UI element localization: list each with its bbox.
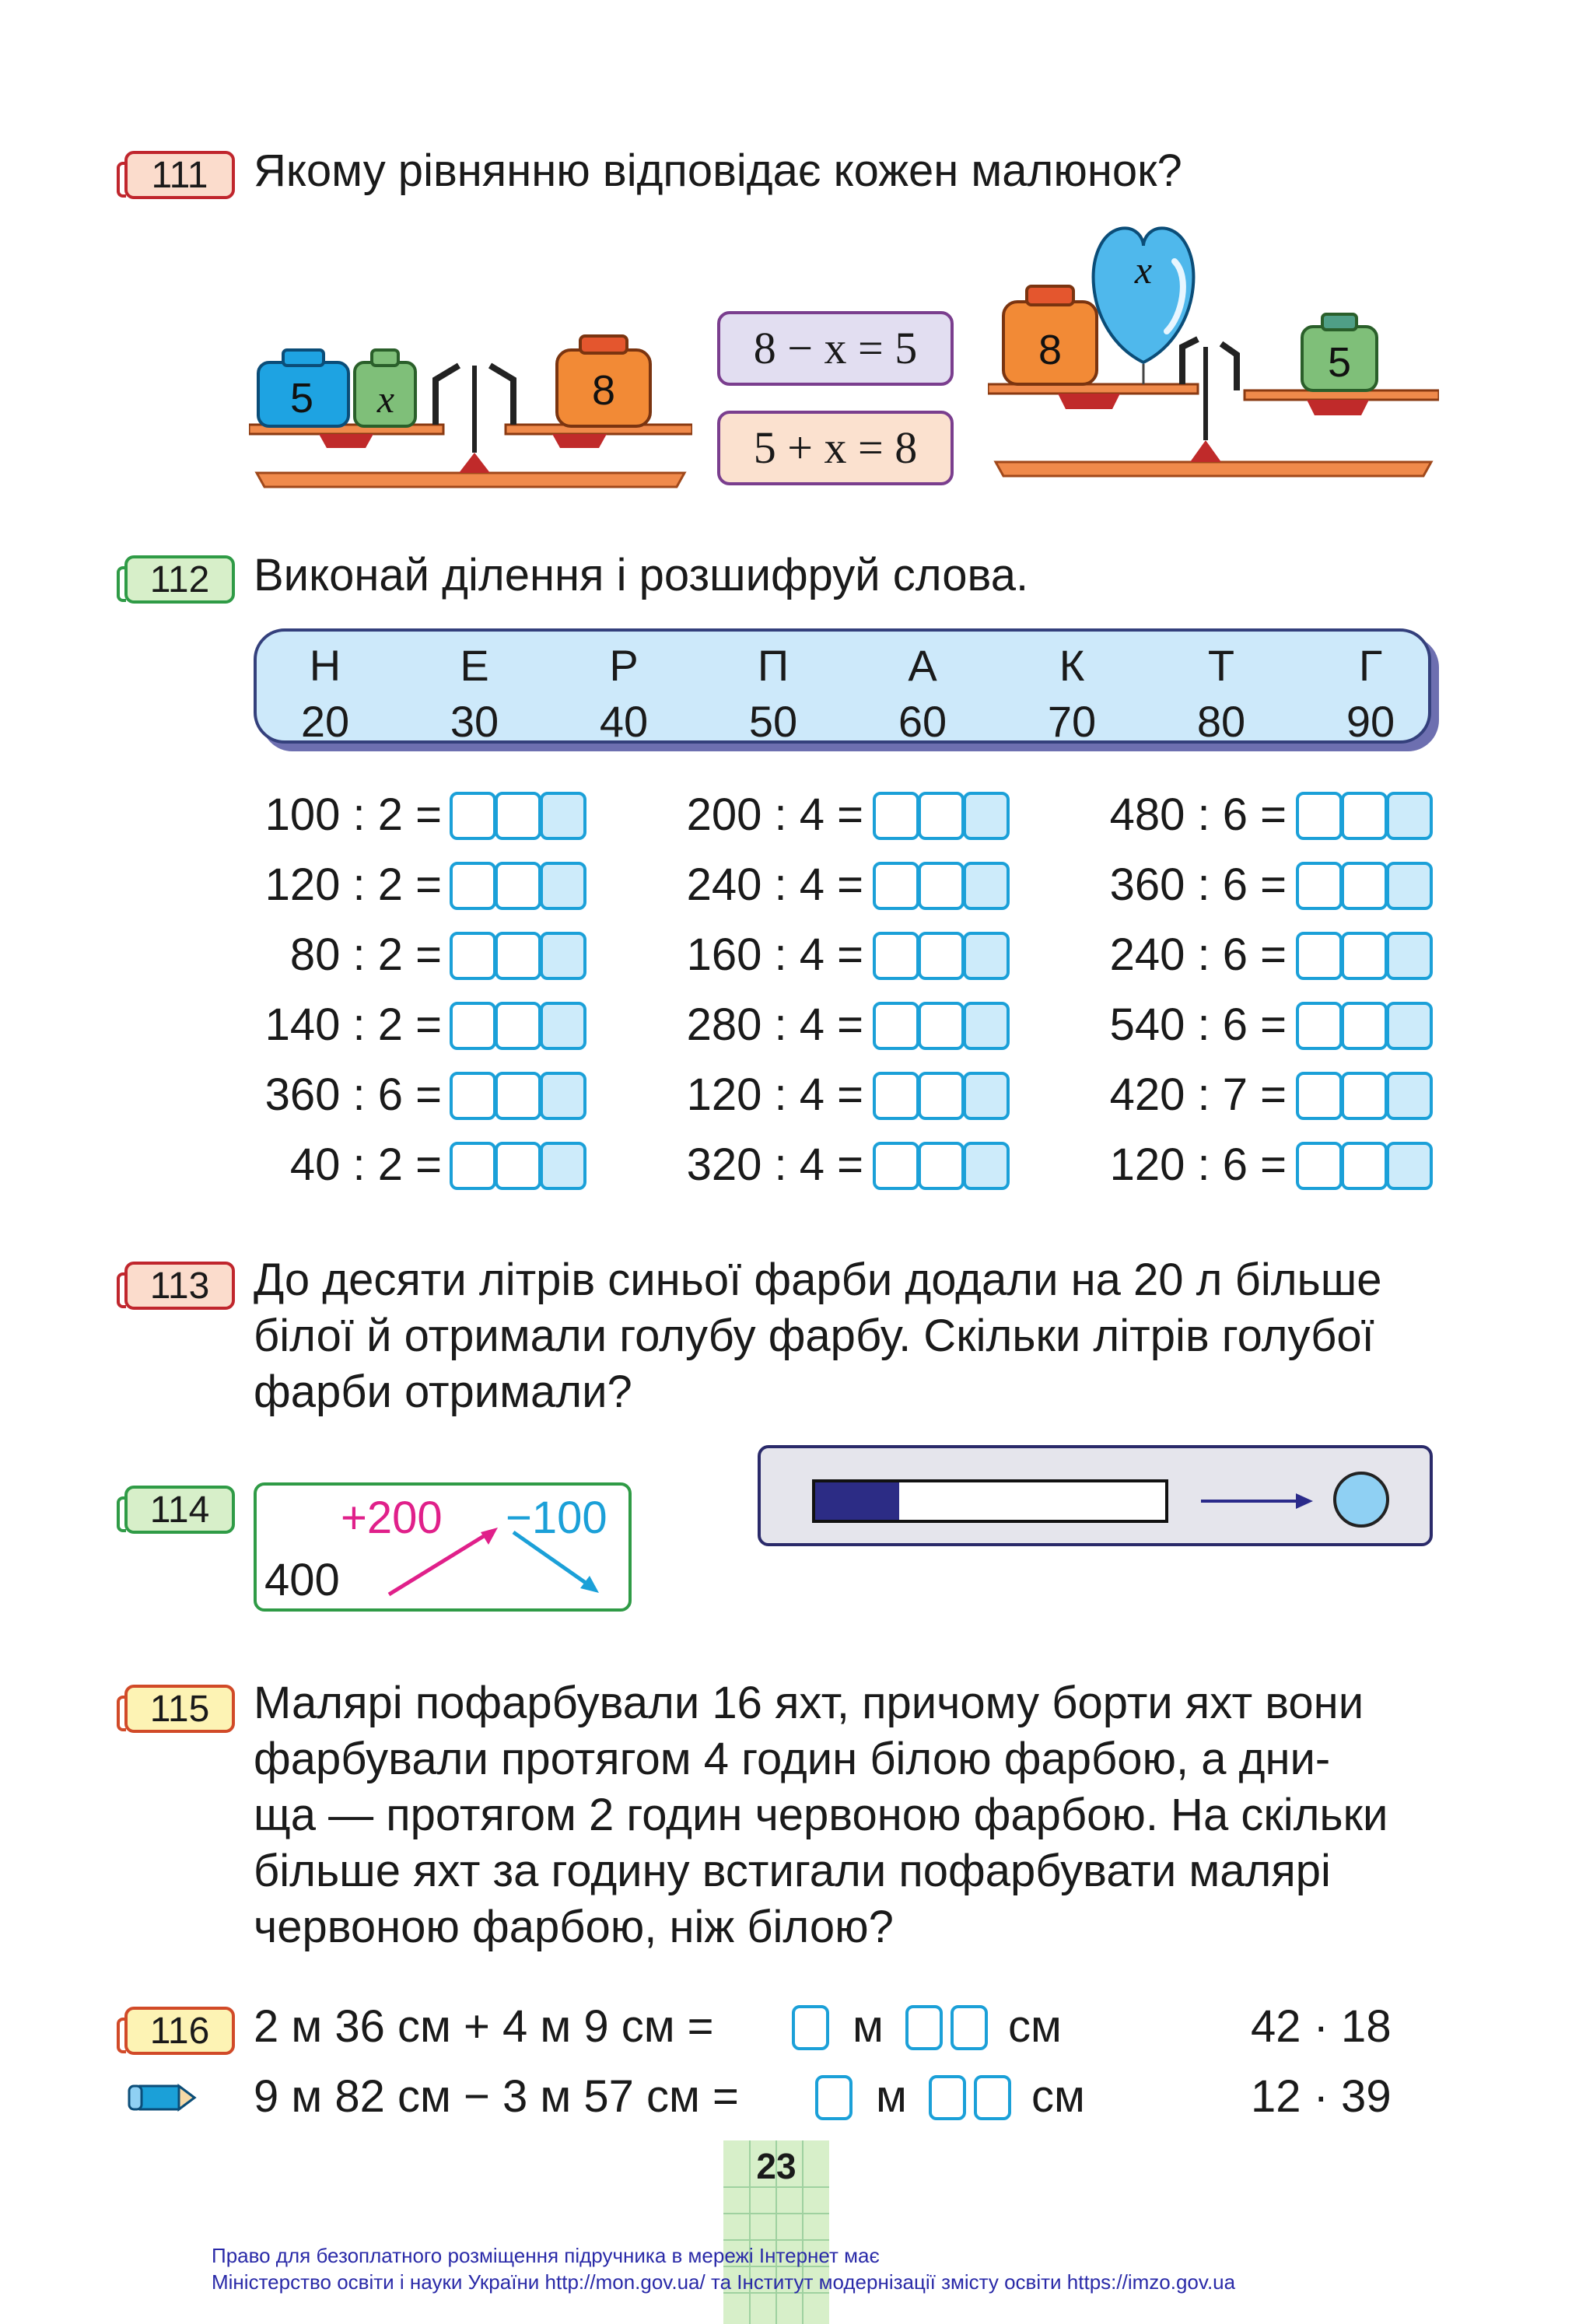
paint-bar bbox=[812, 1479, 1168, 1523]
unit-m: м bbox=[876, 2071, 907, 2122]
division-expression: 480 : 6 = bbox=[1109, 789, 1287, 840]
equation-box[interactable] bbox=[717, 311, 954, 386]
cipher-value: 30 bbox=[450, 697, 499, 746]
answer-cell[interactable] bbox=[963, 1002, 1010, 1050]
division-expression: 40 : 2 = bbox=[289, 1139, 442, 1190]
answer-cells bbox=[1296, 792, 1434, 840]
answer-cell[interactable] bbox=[918, 1002, 965, 1050]
chain-arrows-icon bbox=[381, 1517, 614, 1610]
task-number-116: 116 bbox=[124, 2007, 235, 2055]
task-115-line: червоною фарбою, ніж білою? bbox=[254, 1902, 894, 1952]
answer-cell[interactable] bbox=[1341, 862, 1388, 910]
blue-paint-fill bbox=[815, 1482, 899, 1520]
task-number-113: 113 bbox=[124, 1262, 235, 1310]
cipher-letter: П bbox=[757, 641, 789, 690]
answer-cell[interactable] bbox=[963, 1142, 1010, 1190]
answer-cell[interactable] bbox=[540, 1002, 586, 1050]
equation-text: 5 + x = 8 bbox=[753, 422, 918, 473]
footer-line: Право для безоплатного розміщення підручника в мережі Інтернет має bbox=[212, 2244, 880, 2267]
division-expression: 360 : 6 = bbox=[264, 1069, 442, 1120]
weight-label: 8 bbox=[1038, 327, 1063, 373]
page-number: 23 bbox=[756, 2146, 796, 2186]
task-115-line: більше яхт за годину встигали пофарбувати малярі bbox=[254, 1846, 1331, 1896]
cipher-value: 70 bbox=[1047, 697, 1097, 746]
answer-cell[interactable] bbox=[450, 1002, 496, 1050]
answer-cell[interactable] bbox=[1341, 932, 1388, 980]
division-expression: 100 : 2 = bbox=[264, 789, 442, 840]
chain-plus: +200 bbox=[341, 1493, 443, 1543]
answer-cells bbox=[450, 862, 588, 910]
answer-cell[interactable] bbox=[873, 792, 919, 840]
answer-cell[interactable] bbox=[918, 862, 965, 910]
cipher-letter: А bbox=[908, 641, 937, 690]
division-expression: 120 : 6 = bbox=[1109, 1139, 1287, 1190]
answer-cells bbox=[450, 1072, 588, 1120]
multiplication-1: 42 · 18 bbox=[1251, 2001, 1392, 2052]
answer-cells bbox=[873, 862, 1011, 910]
blue-paint-circle-icon bbox=[1329, 1467, 1394, 1532]
division-expression: 160 : 4 = bbox=[686, 929, 863, 980]
answer-cell[interactable] bbox=[1386, 862, 1433, 910]
answer-cell[interactable] bbox=[963, 1072, 1010, 1120]
answer-cells bbox=[873, 1002, 1011, 1050]
task-number-115: 115 bbox=[124, 1685, 235, 1733]
paint-mix-panel bbox=[758, 1445, 1433, 1546]
task-number-112: 112 bbox=[124, 555, 235, 604]
equation-box[interactable] bbox=[717, 411, 954, 485]
division-expression: 360 : 6 = bbox=[1109, 859, 1287, 910]
division-expression: 120 : 4 = bbox=[686, 1069, 863, 1120]
arrow-right-icon bbox=[1196, 1478, 1321, 1524]
answer-cell[interactable] bbox=[1386, 1002, 1433, 1050]
answer-cells bbox=[450, 792, 588, 840]
answer-cell[interactable] bbox=[1341, 792, 1388, 840]
division-expression: 200 : 4 = bbox=[686, 789, 863, 840]
answer-cell[interactable] bbox=[1341, 1142, 1388, 1190]
balance-scale-left bbox=[249, 334, 692, 490]
answer-cell[interactable] bbox=[450, 1072, 496, 1120]
answer-cells bbox=[873, 1072, 1011, 1120]
equation-text: 8 − x = 5 bbox=[753, 323, 918, 373]
answer-cell[interactable] bbox=[1296, 792, 1343, 840]
cipher-letter: Е bbox=[460, 641, 489, 690]
unit-cm: см bbox=[1008, 2001, 1062, 2052]
cipher-value: 90 bbox=[1346, 697, 1395, 746]
cipher-value: 20 bbox=[300, 697, 350, 746]
division-expression: 540 : 6 = bbox=[1109, 999, 1287, 1050]
division-expression: 140 : 2 = bbox=[264, 999, 442, 1050]
answer-meters-box[interactable] bbox=[815, 2075, 853, 2120]
answer-cell[interactable] bbox=[540, 1072, 586, 1120]
answer-cell[interactable] bbox=[495, 792, 541, 840]
chain-minus: −100 bbox=[506, 1493, 607, 1543]
answer-cells bbox=[450, 932, 588, 980]
answer-cell[interactable] bbox=[540, 862, 586, 910]
cipher-value: 50 bbox=[748, 697, 798, 746]
answer-cell[interactable] bbox=[540, 932, 586, 980]
cipher-value: 40 bbox=[599, 697, 649, 746]
answer-cell[interactable] bbox=[1386, 792, 1433, 840]
answer-cell[interactable] bbox=[495, 1142, 541, 1190]
answer-cell[interactable] bbox=[450, 792, 496, 840]
division-expression: 280 : 4 = bbox=[686, 999, 863, 1050]
answer-cell[interactable] bbox=[1386, 1072, 1433, 1120]
answer-cells bbox=[873, 792, 1011, 840]
answer-meters-box[interactable] bbox=[792, 2005, 829, 2050]
task-115-line: ща — протягом 2 годин червоною фарбою. На скільки bbox=[254, 1790, 1388, 1840]
answer-cells bbox=[873, 1142, 1011, 1190]
cipher-letter: Т bbox=[1207, 641, 1235, 690]
weight-label-x: x bbox=[376, 377, 395, 421]
cipher-value: 80 bbox=[1196, 697, 1246, 746]
chain-box bbox=[254, 1482, 632, 1612]
balloon-label: x bbox=[1134, 248, 1153, 292]
task-number-114: 114 bbox=[124, 1486, 235, 1534]
division-expression: 240 : 4 = bbox=[686, 859, 863, 910]
answer-cell[interactable] bbox=[495, 1002, 541, 1050]
answer-cm-box[interactable] bbox=[974, 2075, 1011, 2120]
task-111-question: Якому рівнянню відповідає кожен малюнок? bbox=[254, 145, 1182, 196]
answer-cell[interactable] bbox=[963, 792, 1010, 840]
answer-cm-box[interactable] bbox=[905, 2005, 943, 2050]
answer-cell[interactable] bbox=[495, 862, 541, 910]
answer-cell[interactable] bbox=[918, 792, 965, 840]
task-115-line: фарбували протягом 4 годин білою фарбою, а дни- bbox=[254, 1734, 1331, 1784]
answer-cm-box[interactable] bbox=[951, 2005, 988, 2050]
answer-cell[interactable] bbox=[1296, 862, 1343, 910]
cipher-letter: Н bbox=[309, 641, 341, 690]
task-112-question: Виконай ділення і розшифруй слова. bbox=[254, 550, 1029, 600]
answer-cell[interactable] bbox=[1386, 1142, 1433, 1190]
answer-cell[interactable] bbox=[873, 862, 919, 910]
cipher-letter: Г bbox=[1358, 641, 1383, 690]
answer-cell[interactable] bbox=[1296, 1072, 1343, 1120]
weight-label: 5 bbox=[1327, 339, 1352, 386]
answer-cell[interactable] bbox=[873, 1072, 919, 1120]
answer-cell[interactable] bbox=[918, 1142, 965, 1190]
task-number-111: 111 bbox=[124, 151, 235, 199]
answer-cell[interactable] bbox=[450, 932, 496, 980]
answer-cell[interactable] bbox=[495, 932, 541, 980]
answer-cell[interactable] bbox=[540, 792, 586, 840]
task-116-expr2: 9 м 82 см − 3 м 57 см = bbox=[254, 2071, 739, 2122]
cipher-value: 60 bbox=[898, 697, 947, 746]
answer-cell[interactable] bbox=[918, 932, 965, 980]
answer-cells bbox=[1296, 1142, 1434, 1190]
weight-label: 8 bbox=[591, 367, 616, 414]
answer-cell[interactable] bbox=[1341, 1072, 1388, 1120]
answer-cells bbox=[873, 932, 1011, 980]
answer-cell[interactable] bbox=[450, 862, 496, 910]
answer-cells bbox=[450, 1142, 588, 1190]
answer-cell[interactable] bbox=[963, 932, 1010, 980]
answer-cell[interactable] bbox=[1386, 932, 1433, 980]
chain-start: 400 bbox=[264, 1555, 340, 1605]
answer-cells bbox=[450, 1002, 588, 1050]
answer-cell[interactable] bbox=[918, 1072, 965, 1120]
answer-cells bbox=[1296, 862, 1434, 910]
division-expression: 420 : 7 = bbox=[1109, 1069, 1287, 1120]
cipher-table bbox=[254, 628, 1431, 744]
division-expression: 320 : 4 = bbox=[686, 1139, 863, 1190]
balance-scale-right bbox=[988, 215, 1439, 479]
task-115-line: Малярі пофарбували 16 яхт, причому борти яхт вони bbox=[254, 1678, 1364, 1728]
footer-line: Міністерство освіти і науки України http://mon.gov.ua/ та Інститут модернізації змісту освіти https://imzo.gov.ua bbox=[212, 2270, 1236, 2294]
division-expression: 80 : 2 = bbox=[289, 929, 442, 980]
answer-cell[interactable] bbox=[873, 1002, 919, 1050]
answer-cells bbox=[1296, 1072, 1434, 1120]
task-116-expr1: 2 м 36 см + 4 м 9 см = bbox=[254, 2001, 714, 2052]
task-113-line: білої й отримали голубу фарбу. Скільки літрів голубої bbox=[254, 1311, 1374, 1361]
multiplication-2: 12 · 39 bbox=[1251, 2071, 1392, 2122]
answer-cell[interactable] bbox=[1296, 1142, 1343, 1190]
task-113-line: фарби отримали? bbox=[254, 1367, 632, 1417]
answer-cell[interactable] bbox=[1296, 932, 1343, 980]
answer-cell[interactable] bbox=[873, 932, 919, 980]
answer-cell[interactable] bbox=[963, 862, 1010, 910]
answer-cm-box[interactable] bbox=[929, 2075, 966, 2120]
unit-cm: см bbox=[1031, 2071, 1085, 2122]
division-expression: 120 : 2 = bbox=[264, 859, 442, 910]
division-expression: 240 : 6 = bbox=[1109, 929, 1287, 980]
cipher-letter: К bbox=[1059, 641, 1085, 690]
cipher-letter: Р bbox=[609, 641, 639, 690]
answer-cell[interactable] bbox=[540, 1142, 586, 1190]
answer-cell[interactable] bbox=[873, 1142, 919, 1190]
answer-cell[interactable] bbox=[495, 1072, 541, 1120]
answer-cells bbox=[1296, 1002, 1434, 1050]
task-113-line: До десяти літрів синьої фарби додали на 20 л більше bbox=[254, 1255, 1382, 1305]
answer-cell[interactable] bbox=[1296, 1002, 1343, 1050]
answer-cell[interactable] bbox=[1341, 1002, 1388, 1050]
weight-label: 5 bbox=[289, 375, 314, 422]
answer-cells bbox=[1296, 932, 1434, 980]
pencil-icon bbox=[124, 2078, 202, 2117]
unit-m: м bbox=[853, 2001, 884, 2052]
answer-cell[interactable] bbox=[450, 1142, 496, 1190]
